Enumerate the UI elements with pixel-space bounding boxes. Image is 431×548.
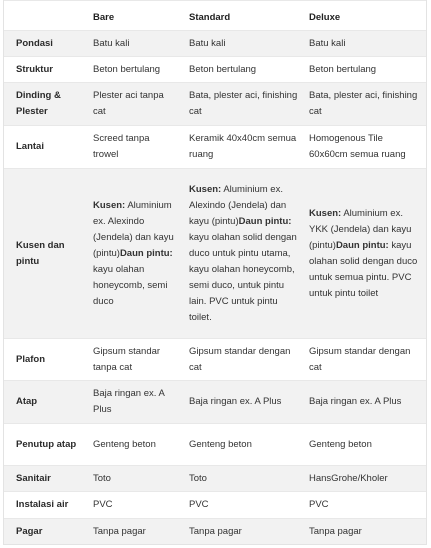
row-label: Dinding & Plester (16, 90, 61, 117)
daun-pintu-text: kayu olahan solid dengan duco untuk pintu utama, kayu olahan honeycomb, semi duco, untuk pintu lain. PVC untuk pintu toilet. (189, 231, 297, 323)
row-label: Plafon (16, 353, 46, 365)
cell-deluxe: HansGrohe/Kholer (309, 472, 388, 484)
daun-pintu-label: Daun pintu: (238, 215, 292, 227)
header-bare: Bare (93, 12, 115, 23)
cell-standard: Toto (189, 472, 207, 484)
cell-bare: Batu kali (93, 37, 130, 49)
kusen-label: Kusen: (189, 183, 222, 195)
kusen-text: Aluminium ex. Alexindo (Jendela) dan kayu (pintu) (189, 183, 287, 227)
cell-bare: Toto (93, 472, 111, 484)
cell-standard: PVC (189, 499, 209, 510)
cell-bare: Tanpa pagar (93, 525, 146, 537)
cell-text (93, 198, 175, 310)
daun-pintu-label: Daun pintu: (119, 247, 173, 259)
header-standard: Standard (189, 12, 231, 23)
spec-table (3, 0, 427, 545)
kusen-text: Aluminium ex. Alexindo (Jendela) dan kayu (pintu) (93, 199, 174, 259)
table-row (4, 30, 426, 56)
cell-deluxe: Tanpa pagar (309, 525, 362, 537)
header-empty (16, 1, 88, 30)
cell-deluxe: Gipsum standar dengan cat (309, 345, 411, 373)
cell-deluxe: Genteng beton (309, 438, 372, 450)
table-row (4, 465, 426, 491)
row-label: Pondasi (16, 37, 53, 49)
kusen-label: Kusen: (93, 199, 126, 211)
cell-standard: Bata, plester aci, finishing cat (189, 90, 298, 117)
cell-standard: Beton bertulang (189, 63, 257, 75)
table-row (4, 491, 426, 518)
cell-text (309, 206, 424, 302)
cell-text (189, 182, 301, 326)
row-label: Atap (16, 396, 38, 407)
cell-standard: Batu kali (189, 37, 226, 49)
row-label: Instalasi air (16, 499, 69, 510)
table-row (4, 380, 426, 423)
cell-bare: Gipsum standar tanpa cat (93, 345, 161, 373)
cell-deluxe: Batu kali (309, 37, 346, 49)
row-label: Kusen dan pintu (16, 239, 65, 267)
table-row (4, 82, 426, 125)
cell-deluxe: Beton bertulang (309, 63, 377, 75)
kusen-label: Kusen: (309, 207, 342, 219)
cell-standard: Baja ringan ex. A Plus (189, 396, 282, 407)
row-label: Struktur (16, 63, 53, 75)
row-label: Penutup atap (16, 438, 77, 450)
cell-bare: Beton bertulang (93, 63, 161, 75)
row-label: Lantai (16, 141, 44, 152)
cell-bare: Screed tanpa trowel (93, 133, 150, 160)
cell-deluxe: Bata, plester aci, finishing cat (309, 90, 418, 117)
header-deluxe: Deluxe (309, 12, 341, 23)
daun-pintu-text: kayu olahan solid dengan duco untuk semua pintu. PVC untuk pintu toilet (309, 239, 418, 299)
table-header-row (4, 0, 426, 30)
cell-standard (189, 169, 301, 338)
cell-deluxe: PVC (309, 499, 329, 510)
table-row (4, 125, 426, 168)
row-label: Sanitair (16, 472, 51, 484)
cell-deluxe (309, 169, 424, 338)
cell-standard: Tanpa pagar (189, 525, 242, 537)
table-row (4, 338, 426, 380)
cell-bare: Genteng beton (93, 438, 156, 450)
table-row (4, 518, 426, 545)
cell-deluxe: Baja ringan ex. A Plus (309, 396, 402, 407)
kusen-text: Aluminium ex. YKK (Jendela) dan kayu (pintu) (309, 207, 412, 251)
cell-bare: Baja ringan ex. A Plus (93, 388, 165, 415)
table-row (4, 56, 426, 82)
daun-pintu-label: Daun pintu: (335, 239, 389, 251)
cell-standard: Gipsum standar dengan cat (189, 345, 291, 373)
cell-bare (93, 169, 175, 338)
daun-pintu-text: kayu olahan honeycomb, semi duco (93, 263, 168, 307)
cell-bare: PVC (93, 499, 113, 510)
table-row (4, 423, 426, 465)
cell-standard: Genteng beton (189, 438, 252, 450)
cell-bare: Plester aci tanpa cat (93, 90, 164, 117)
row-label: Pagar (16, 525, 43, 537)
cell-standard: Keramik 40x40cm semua ruang (189, 133, 297, 160)
table-row (4, 168, 426, 338)
cell-deluxe: Homogenous Tile 60x60cm semua ruang (309, 133, 406, 160)
